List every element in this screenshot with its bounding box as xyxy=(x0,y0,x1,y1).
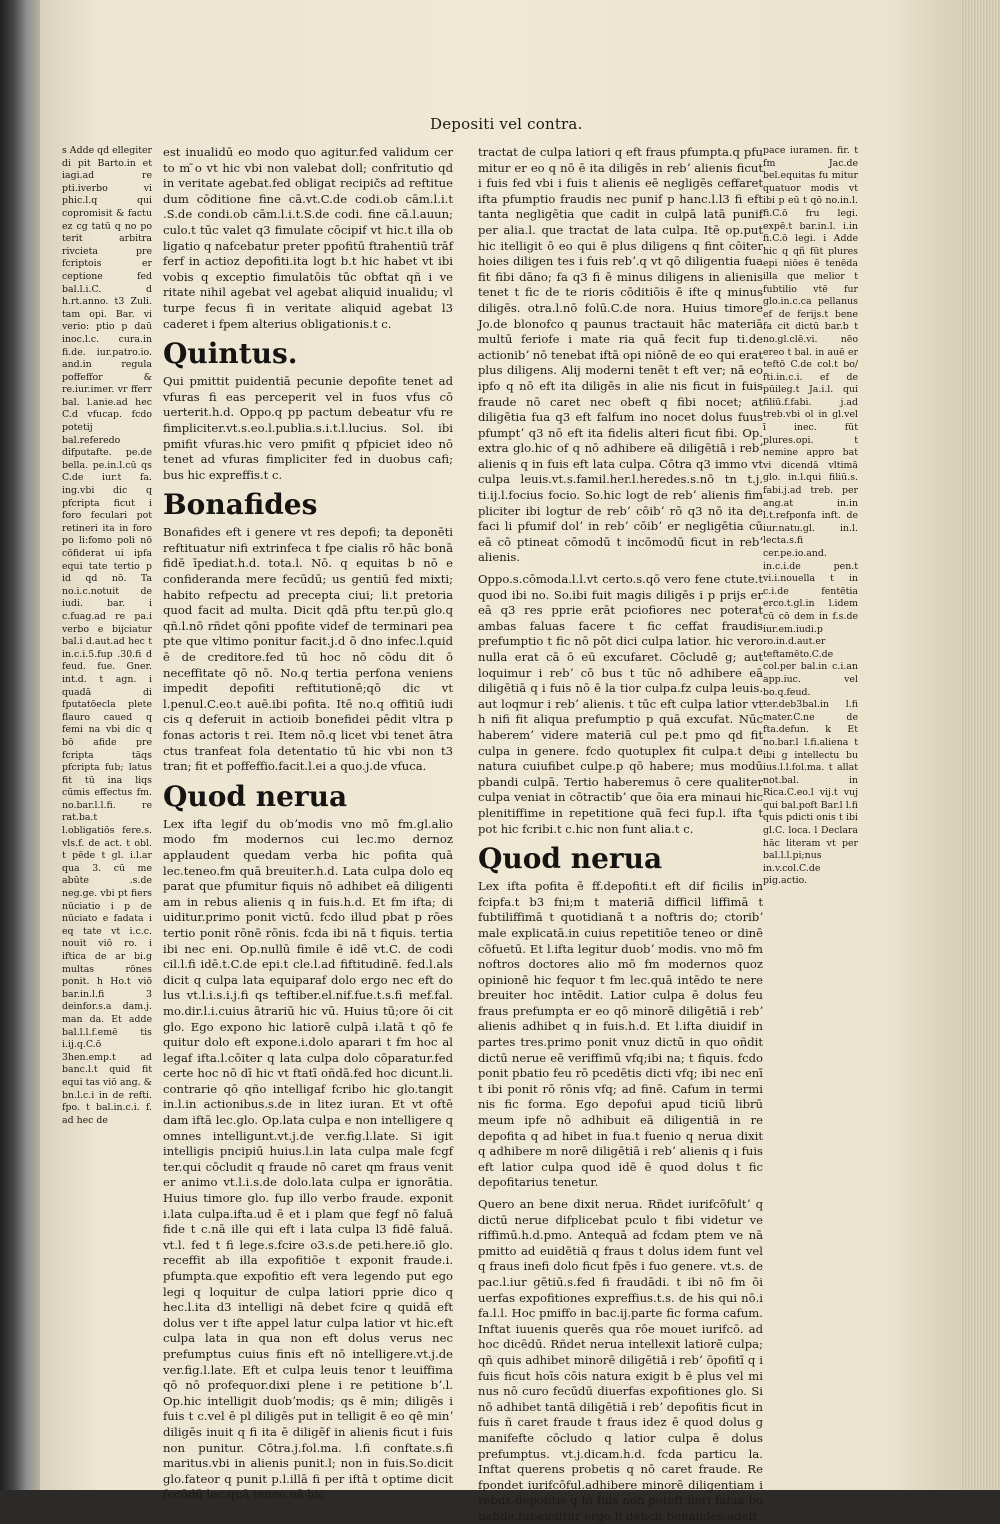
section-heading: Quod nerua xyxy=(163,779,348,813)
paragraph: Lex ifta pofita ē ff.depofiti.t eft dif ficilis in fcipfa.t b3 fni;m t materiā difficil liffimā t fubtiliffimā t quotidianā t a noftris do; ctoribʼ male explicatā.in cuius repetitiōe teneo or dinē cōfuetū. Et l.ifta legitur duobʼ modis. vno mō fm noftros doctores alio mō fm modernos quoz opinionē hic fequor t fm lec.quā intēdo te nere breuiter hoc intēdit. Latior culpa ē dolus feu fraus prefumpta er eo qō minorē diligētiā i rebʼ alienis adhibet q in fuis.h.d. Et l.ifta diuidif in partes tres.primo ponit vnuz dictū in quo oñdit dictū nerue eē veriffimū vfq;ibi na; t fiquis. fcdo ponit pbatio feu rō pcedētis dicti vfq; ibi nec enī t ibi ponit rō rōnis vfq; ad finē. Cafum in termi nis fic forma. Ego depofui apud ticiū librū meum ipfe nō adhibuit eā diligentiā in re depofita q ad hibet in fua.t fuenio q nerua dixit q adhibere m norē diligētiā i rebʼ alienis q i fuis eft latior culpa quod idē ē quod dolus t fic depofitarius tenetur. xyxy=(478,879,763,1190)
left-text-column xyxy=(163,145,453,1502)
section-heading: Quod nerua xyxy=(478,842,663,876)
left-marginal-gloss xyxy=(62,145,152,1345)
section-heading: Quintus. xyxy=(163,337,298,371)
right-marginal-gloss xyxy=(763,145,858,1005)
paragraph: est inualidū eo modo quo agitur.fed validum cer to m ̄o vt hic vbi non valebat doll; confritutio qd in veritate agebat.fed obligat recipičs ad reftitue dum cōditione fine cā.vt.C.de codi.ob cām.l.i.t .S.de condi.ob cām.l.i.t.S.de codi. fine cā.l.auun; culo.t tūc valet q3 fimulate cōcipif vt hic.t illa ob ligatio q nafcebatur preter ppofitū ftrahentiū trāf ferf in actioz depofiti.ita logt b.t hic habet vt ibi vobis q exceptio fimulatōis tūc obftat qñ i ve ritate nihil agebat vel agebat aliquid inualidu; vl turpe fecus fi in veritate aliquid agebat l3 caderet i fpem alterius obligationis.t c. xyxy=(163,145,453,331)
paragraph: Qui pmittit puidentiā pecunie depofite tenet ad vfuras fi eas perceperit vel in fuos vfus cō uerterit.h.d. Oppo.q pp pactum debeatur vfu re fimpliciter.vt.s.eo.l.publia.s.i.t.l.lucius. Sol. ibi pmifit vfuras.hic vero pmifit q pfpiciet ideo nō tenet ad vfuras fimpliciter fed in duobus cafi; bus hic expreffis.t c. xyxy=(163,374,453,482)
running-header: Depositi vel contra. xyxy=(430,115,583,133)
paragraph: Lex ifta legif du obʼmodis vno mō fm.gl.alio modo fm modernos cui lec.mo dernoz applaudent quedam verba hic pofita quā lec.teneo.fm quā breuiter.h.d. Lata culpa dolo eq parat que pfumitur fiquis nō adhibet eā diligenti am in rebus alienis q in fuis.h.d. Et fm ifta; di uiditur.primo ponit victū. fcdo illud pbat p rōes tertio ponit rōnē rōnis. fcda ibi nā t fiquis. tertia ibi nec eni. Op.nullū fimile ē idē vt.C. de codi cil.l.fi idē.t.C.de epi.t cle.l.ad fiftitudinē. fed.l.als dicit q culpa lata equiparaf dolo ergo nec eft do lus vt.l.i.s.i.j.fi qs teftiber.el.nif.fue.t.s.fi mef.fal. mo.dir.l.i.cuius ātrariū hic vū. Huius tū;ore ōi cit glo. Ego expono hic latiorē culpā i.latā t qō fe quitur dolo eft expone.i.dolo aparari t fm hoc al legaf ifta.l.cōiter q lata culpa dolo cōparatur.fed certe hoc nō dī hic vt ftatī oñdā.fed hoc dicunt.li. contrarie qō qño intelligaf fcribo hic glo.tangit in.l.in actionibus.s.de in litez iuran. Et vt oftē dam iftā lec.glo. Op.lata culpa e non intelligere q omnes intelligunt.vt.j.de ver.fig.l.late. Si igit intelligis pncipiū huius.l.in lata culpa male fcgf ter.qui cōcludit q fraude nō caret qm fraus venit er animo vt.l.i.s.de dolo.lata culpa er ignorātia. Huius timore glo. fup illo verbo fraude. exponit i.lata culpa.ifta.ud ē et i plam que fegf nō faluā fide t c.nā ille qui eft i lata culpa l3 fidē faluā. vt.l. fed t fi lege.s.fcire o3.s.de peti.here.iō glo. receffit ab illa expofitiōe t exponit fraude.i. pfumpta.que expofitio eft vera legendo put ego legi q loquitur de culpa latiori pprie dico q hec.l.ita d3 intelligi nā debet fcire q quidā eft dolus ver t ifte appel latur culpa latior vt hic.eft culpa lata in qua non eft dolus verus nec prefumptus cuius finis eft nō intelligere.vt.j.de ver.fig.l.late. Eft et culpa leuis tenor t leuiffima qō nō profequor.dixi plene i re petitione bʼ.l. Op.hic intelligit duobʼmodis; qs ē min; diligēs i fuis t c.vel ē pl diligēs put in telligit ē eo qē minʼ diligēs inuit q fi ita ē diligēf in alienis ficut i fuis non punitur. Cōtra.j.fol.ma. l.fi conftate.s.fi maritus.vbi in alienis punit.l; non in fuis.So.dicit glo.fateor q punit p.l.illā fi per iftā t optime dicit fecūdū lec.quā teneo.nā hic xyxy=(163,816,453,1502)
page-edges xyxy=(960,0,1000,1490)
section-heading: Bonafides xyxy=(163,488,318,522)
paragraph: Oppo.s.cōmoda.l.l.vt certo.s.qō vero fene ctute.t quod ibi no. So.ibi fuit magis diligēs i p prijs er eā q3 res pprie erāt pciofiores nec poterat ambas faluas facere t fic ceffat fraudis prefumptio t fic nō pōt dici culpa latior. hic vero nulla erat cā ō eū excufaret. Cōcludē g; aut loquimur i rebʼ cō bus t tūc nō adhibere eā diligētiā q i fuis nō ē la tior culpa.fz culpa leuis. aut loqmur i rebʼ alienis. t tūc eft culpa latior vt h nifi fit aliqua prefumptio p quā excufat. Nūc haberemʼ videre materiā cul pe.t pmo qd fit culpa in genere. fcdo quotuplex fit culpa.t de natura cuiufibet culpe.p qō habere; mus modū pbandi culpā. Tertio haberemus ō cere qualiter culpa veniat in cōtractibʼ que ōia era minaui hic plenitiffime in repetitione quā feci fup.l. ifta t pot hic fcribi.t c.hic non funt alia.t c. xyxy=(478,572,763,836)
paragraph: Quero an bene dixit nerua. Rñdet iurifcōfultʼ q dictū nerue difplicebat pculo t fibi videtur ve riffimū.h.d.pmo. Antequā ad fcdam ptem ve nā pmitto ad euidētiā q fraus t dolus idem funt vel q fraus inefi dolo ficut fpēs i fuo genere. vt.s. de pac.l.iur gētiū.s.fed fi fraudādi. t ibi nō fm ōi uerfas expofitiones expreffius.t.s. de his qui nō.i fa.l.l. Hoc pmiffo in bac.ij.parte fic forma cafum. Inftat iuuenis querēs qua rōe mouet iurifcō. ad hoc dicēdū. Rñdet nerua intellexit latiorē culpa; qñ quis adhibet minorē diligētiā i rebʼ ōpofitī q i fuis ficut hoīs cōis natura exigit b ē plus vel mi nus nō curo fecūdū diuerfas expofitiones glo. Si nō adhibet tantā diligētiā i rebʼ depofitis ficut in fuis ñ caret fraude t fraus idez ē quod dolus g manifefte cōcludo q latior culpa ē dolus prefumptus. vt.j.dicam.h.d. fcda particu la. Inftat querens probetis q nō caret fraude. Re fpondet iurifcōful.adhibere minorē diligentiam i rebus depofitis q in fuis non poteft fieri falua bo nafide.fubauditur ergo fi deficit bonafides;adeft xyxy=(478,1197,763,1523)
marginal-gloss-text: pace iuramen. fir. t fm Jac.de bel.equitas fu mitur quatuor modis vt ibi p eū t qō no.in.l. fi.C.ō fru legi. expē.t bar.in.l. i.in fi.C.ō legi. i Adde hic q qñ fūt plures epi niōes ē tenēda illa que melior t fubtilio vtē fur glo.in.c.ca pellanus ef de ferijs.t bene fa cit dictū bar.b t no.gl.clē.vi. nēo ereo t bal. in auē er teftō C.de col.t bo/ fti.in.c.i. ef de pūileg.t Ja.i.l. qui filiū.f.fabi. j.ad treb.vbi ol in gl.vel ī inec. fūt plures.opi. t nemine appro bat vi dicendā vltimā glo. in.l.qui filiū.s. fabi.j.ad treb. per ang.at in.in l.t.refponfa inft. de iur.natu.gl. in.l. lecta.s.fi cer.pe.io.and. in.c.i.de pen.t vi.i.nouella t in c.i.de fentētia erco.t.gl.in l.idem cū cō dem in f.s.de iur.em.iudi.p ro.in.d.aut.er teftamēto.C.de col.per bal.in c.i.an app.iuc. vel bo.q.feud. ter.deb3bal.in l.fi mater.C.ne de fta.defun. k Et no.bar.l l.fi.aliena t ibi g intellectu bu ius.l.l.fol.ma. t allat not.bal. in Rica.C.eo.l vij.t vuj qui bal.poft Bar.l l.fi quis pdicti onis t ibi gl.C. loca. l Declara hāc literam vt per bal.l.l.pi;nus in.v.col.C.de pig.actio. xyxy=(763,145,858,887)
paragraph: Bonafides eft i genere vt res depofi; ta deponēti reftituatur nifi extrinfeca t fpe cialis rō hāc bonā fidē īpediat.h.d. tota.l. Nō. q equitas b nō e confideranda mere fecūdū; us gentiū fed mixti; habito refpectu ad precepta ciui; li.t pretoria quod facit ad multa. Dicit qdā pftu ter.pū glo.q qñ.l.nō rñdet qōni ppofite videf de terminari pea pte que vltimo ponitur facit.j.d ō dno infec.l.quid ē de creditore.fed tū hoc nō cōdu dit ō neceffitate qō nō. No.q tertia perfona veniens impedit depofiti reftitutionē;qō dic vt l.penul.C.eo.t auē.ibi pofita. Itē no.q offitiū iudi cis q deferuit in actioib bonefidei pēdit vltra p fonas actoris t rei. Item nō.q licet vbi tenet ātra ctus tranfeat fola detentatio tū hic vbi non t3 tran; fit et poffeffio.facit.l.ei a quo.j.de vfuca. xyxy=(163,525,453,774)
book-spine xyxy=(0,0,40,1490)
marginal-gloss-text: s Adde qd ellegiter di pit Barto.in et iagi.ad re pti.iverbo vi phic.l.q qui copromisit & factu ez cg tatū q no po terit arbitra rivcieta pre fcriptois er ceptione fed bal.l.i.C. d h.rt.anno. t3 Zuli. tam opi. Bar. vi verio: ptio p daū inoc.l.c. cura.in fi.de. iur.patro.io. and.in regula poffeffor & re.iur.imer. vr fferr bal. l.anie.ad hec C.d vfucap. fcdo potetij bal.referedo difputafte. pe.de bella. pe.in.l.cū qs C.de iur.t fa. ing.vbi dic q pfcripta ficut i foro feculari pot retineri ita in foro po li:fomo poli nō cōfiderat ui ipfa equi tate tertio p id qd nō. Ta no.i.c.notuit de iudi. bar. i c.fuag.ad re pa.i verbo e bijciatur bal.i d.aut.ad hec t in.c.i.5.fup .30.fi d feud. fue. Gner. int.d. t agn. i quadā di fputatōecla plete flauro caued q femi na vbi dic q bō afide pre fcripta tāqs pfcripta fub; latus fit tū ina liqs cūmis effectus fm. no.bar.l.l.fi. re rat.ba.t l.obligatiōs fere.s. vls.f. de act. t obl. t pēde t gl. i.l.ar qua 3. cū me abūte .s.de neg.ge. vbi pt fiers nūciatio i p de nūciato e fadata i eq tate vt i.c.c. nouit viō ro. i iftica de ar bi.g multas rōnes ponit. h Ho.t viō bar.in.l.fi 3 deinfor.s.a dam.j. man da. Et adde bal.l.l.f.emē tis i.ij.q.C.ō 3hen.emp.t ad banc.l.t quid fit equi tas viō ang. & bn.l.c.i in de refti. fpo. t bal.in.c.i. f. ad hec de xyxy=(62,145,152,1126)
paragraph: tractat de culpa latiori q eft fraus pfumpta.q pfu mitur er eo q nō ē ita diligēs in rebʼ alienis ficut i fuis fed vbi i fuis t alienis eē negligēs ceffaret ifta pfumptio fraudis nec punif p hanc.l.l3 fi eft tanta negligētia que cadit in culpā latā punif per alia.l. que tractat de lata culpa. Itē op.put hic itelligit ō eo qui ē plus diligens q fint cōiter hoies diligen tes i fuis rebʼ.q vt qō diligentia fua fit fibi dāno; fa q3 fi ē minus diligens in alienis tenet t fic de te rioris cōditiōis ē ifte q minus diligēs. otra.l.nō folū.C.de nora. Huius timore Jo.de blonofco q paunus tractauit hāc materiā multū feriofe i mate ria quā fecit fup ti.de actionibʼ nō tenebat iftā opi niōnē de eo qui erat plus diligens. Alij moderni tenēt t eft ver; nā eo ipfo q nō eft ita diligēs in alie nis ficut in fuis fraude nō caret nec obeft q fibi nocet; at diligētia fua q3 eft falfum ino nocet dolus fuus pfumptʼ q3 nō eft ita fidelis alteri ficut fibi. Op. extra glo.hic of q nō adhibere eā diligētiā i rebʼ alienis q in fuis eft lata culpa. Cōtra q3 immo vt culpa leuis.vt.s.famil.her.l.heredes.s.nō tn t.j. ti.ij.l.focius focio. So.hic logt de rebʼ alienis fim pliciter ibi logtur de rebʼ cōibʼ rō q3 nō ita de faci li pfumif dolʼ in rebʼ cōibʼ er negligētia cū eā cō ptineat cōmodū t incōmodū ficut in rebʼ alienis. xyxy=(478,145,763,565)
right-text-column xyxy=(478,145,763,1523)
